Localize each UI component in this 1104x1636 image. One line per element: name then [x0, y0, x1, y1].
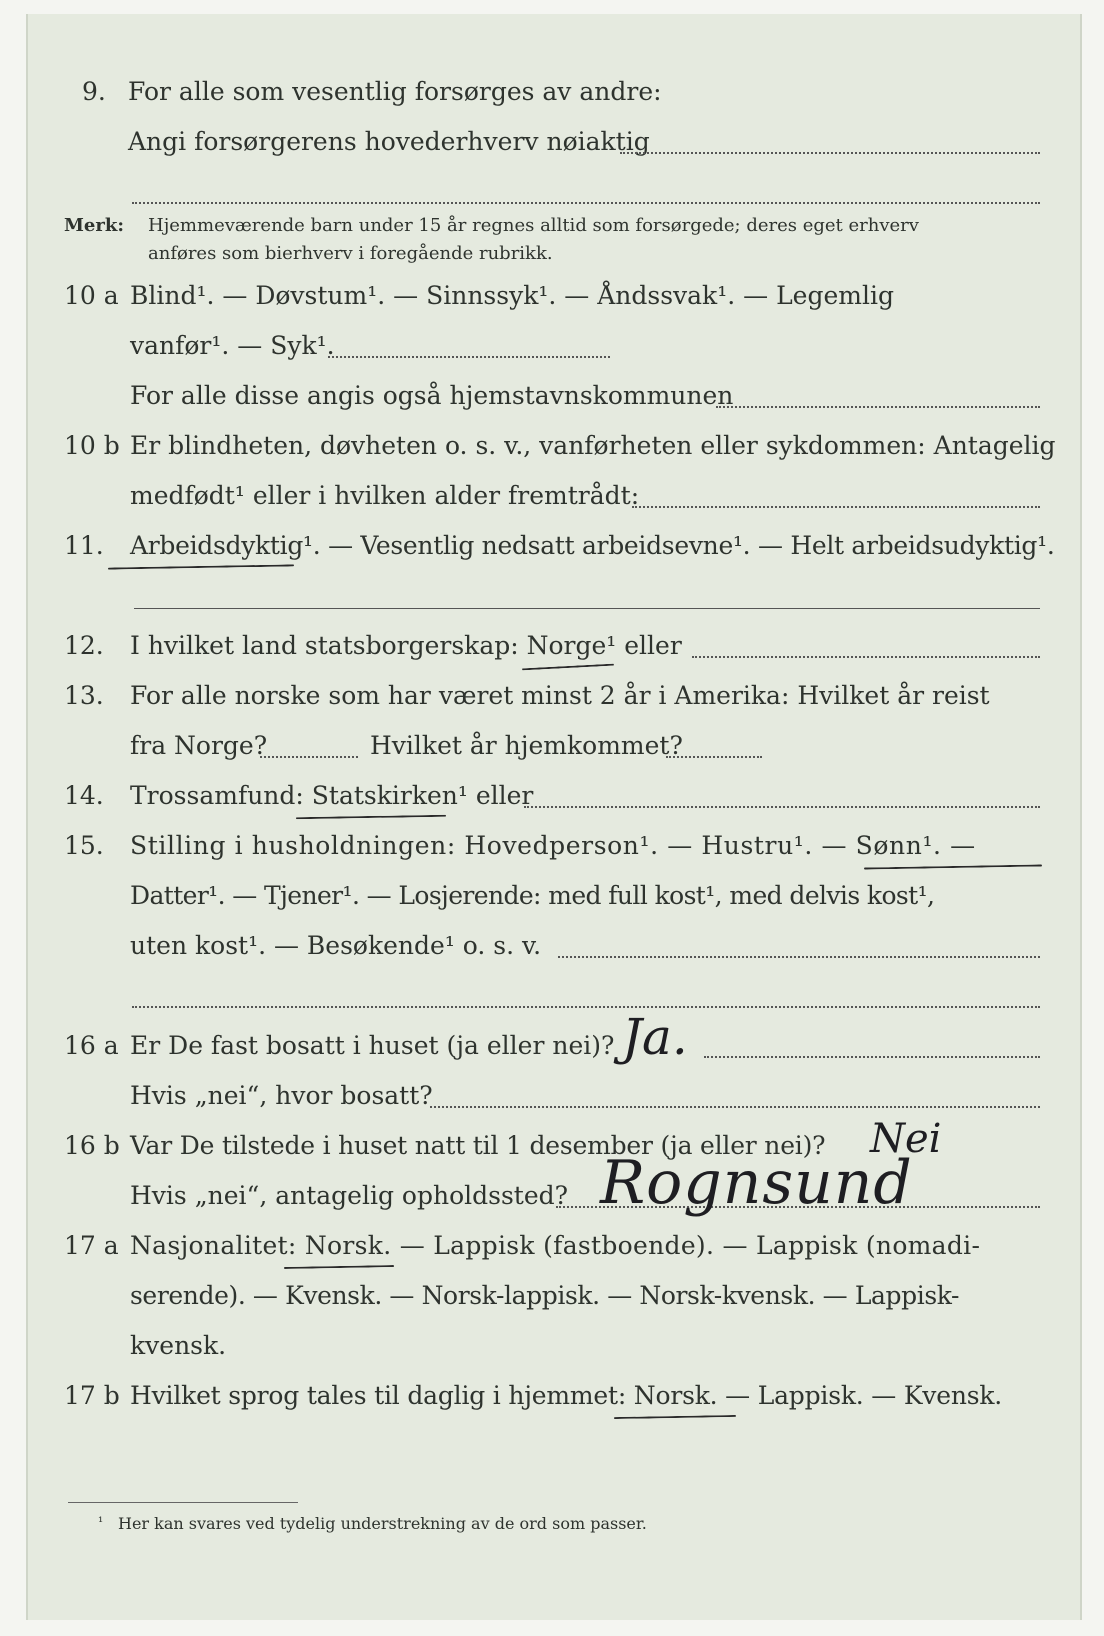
merk-label: Merk: [64, 215, 124, 236]
answer-line [620, 152, 1040, 154]
underline-mark [284, 1265, 394, 1269]
handwritten-answer-nei: Nei [870, 1116, 942, 1162]
item-13-line1: For alle norske som har været minst 2 år i Amerika: Hvilket år reist [130, 681, 990, 710]
item-15-line1: Stilling i husholdningen: Hovedperson¹. — Hustru¹. — Sønn¹. — [130, 831, 976, 860]
item-10a-number: 10 a [64, 281, 119, 310]
item-17a-line3: kvensk. [130, 1331, 227, 1360]
answer-line [430, 1106, 1040, 1108]
item-10b-number: 10 b [64, 431, 120, 460]
answer-line [132, 202, 1040, 204]
footnote-mark: ¹ [98, 1515, 104, 1530]
underline-mark [614, 1415, 736, 1419]
item-15-line2: Datter¹. — Tjener¹. — Losjerende: med full kost¹, med delvis kost¹, [130, 881, 935, 910]
item-17a-line2: serende). — Kvensk. — Norsk-lappisk. — Norsk-kvensk. — Lappisk- [130, 1281, 960, 1310]
item-12-line1: I hvilket land statsborgerskap: Norge¹ eller [130, 631, 682, 660]
answer-line [134, 608, 1040, 609]
item-11-line1: Arbeidsdyktig¹. — Vesentlig nedsatt arbeidsevne¹. — Helt arbeidsudyktig¹. [130, 531, 1055, 560]
answer-line [328, 356, 610, 358]
item-10b-line2: medfødt¹ eller i hvilken alder fremtrådt: [130, 481, 640, 510]
item-11-number: 11. [64, 531, 104, 560]
item-10a-line1: Blind¹. — Døvstum¹. — Sinnssyk¹. — Åndssvak¹. — Legemlig [130, 281, 894, 310]
item-13-line2b: Hvilket år hjemkommet? [370, 731, 683, 760]
item-12-number: 12. [64, 631, 104, 660]
handwritten-answer-rognsund: Rognsund [600, 1148, 913, 1218]
item-9-line1: For alle som vesentlig forsørges av andre: [128, 77, 662, 106]
answer-line [716, 406, 1040, 408]
item-16a-number: 16 a [64, 1031, 119, 1060]
merk-line1: Hjemmeværende barn under 15 år regnes alltid som forsørgede; deres eget erhverv [148, 215, 919, 236]
underline-mark [864, 864, 1042, 869]
item-16b-number: 16 b [64, 1131, 120, 1160]
footnote-text: Her kan svares ved tydelig understrekning av de ord som passer. [118, 1514, 647, 1533]
item-9-number: 9. [82, 77, 106, 106]
answer-line [666, 756, 762, 758]
answer-line [558, 956, 1040, 958]
census-form-page [26, 14, 1082, 1620]
item-17a-line1: Nasjonalitet: Norsk. — Lappisk (fastboende). — Lappisk (nomadi- [130, 1231, 981, 1260]
item-10b-line1: Er blindheten, døvheten o. s. v., vanførheten eller sykdommen: Antagelig [130, 431, 1056, 460]
handwritten-answer-ja: Ja. [622, 1008, 688, 1066]
underline-mark [108, 564, 294, 569]
item-10a-line3: For alle disse angis også hjemstavnskommunen [130, 381, 734, 410]
item-9-line2: Angi forsørgerens hovederhverv nøiaktig [128, 127, 650, 156]
item-17b-line1: Hvilket sprog tales til daglig i hjemmet: Norsk. — Lappisk. — Kvensk. [130, 1381, 1003, 1410]
item-10a-line2: vanfør¹. — Syk¹. [130, 331, 335, 360]
answer-line [524, 806, 1040, 808]
item-13-number: 13. [64, 681, 104, 710]
item-17a-number: 17 a [64, 1231, 119, 1260]
item-17b-number: 17 b [64, 1381, 120, 1410]
item-13-line2a: fra Norge? [130, 731, 268, 760]
underline-mark [522, 664, 614, 671]
item-16a-line1: Er De fast bosatt i huset (ja eller nei)? [130, 1031, 615, 1060]
answer-line [132, 1006, 1040, 1008]
answer-line [704, 1056, 1040, 1058]
footnote-rule [68, 1502, 298, 1503]
item-16b-line2: Hvis „nei“, antagelig opholdssted? [130, 1181, 569, 1210]
item-14-line1: Trossamfund: Statskirken¹ eller [130, 781, 534, 810]
item-16a-line2: Hvis „nei“, hvor bosatt? [130, 1081, 433, 1110]
item-15-number: 15. [64, 831, 104, 860]
answer-line [692, 656, 1040, 658]
underline-mark [296, 815, 446, 820]
item-16b-line1: Var De tilstede i huset natt til 1 desember (ja eller nei)? [130, 1131, 826, 1160]
item-14-number: 14. [64, 781, 104, 810]
merk-line2: anføres som bierhverv i foregående rubrikk. [148, 243, 553, 264]
answer-line [632, 506, 1040, 508]
item-15-line3: uten kost¹. — Besøkende¹ o. s. v. [130, 931, 542, 960]
answer-line [260, 756, 358, 758]
